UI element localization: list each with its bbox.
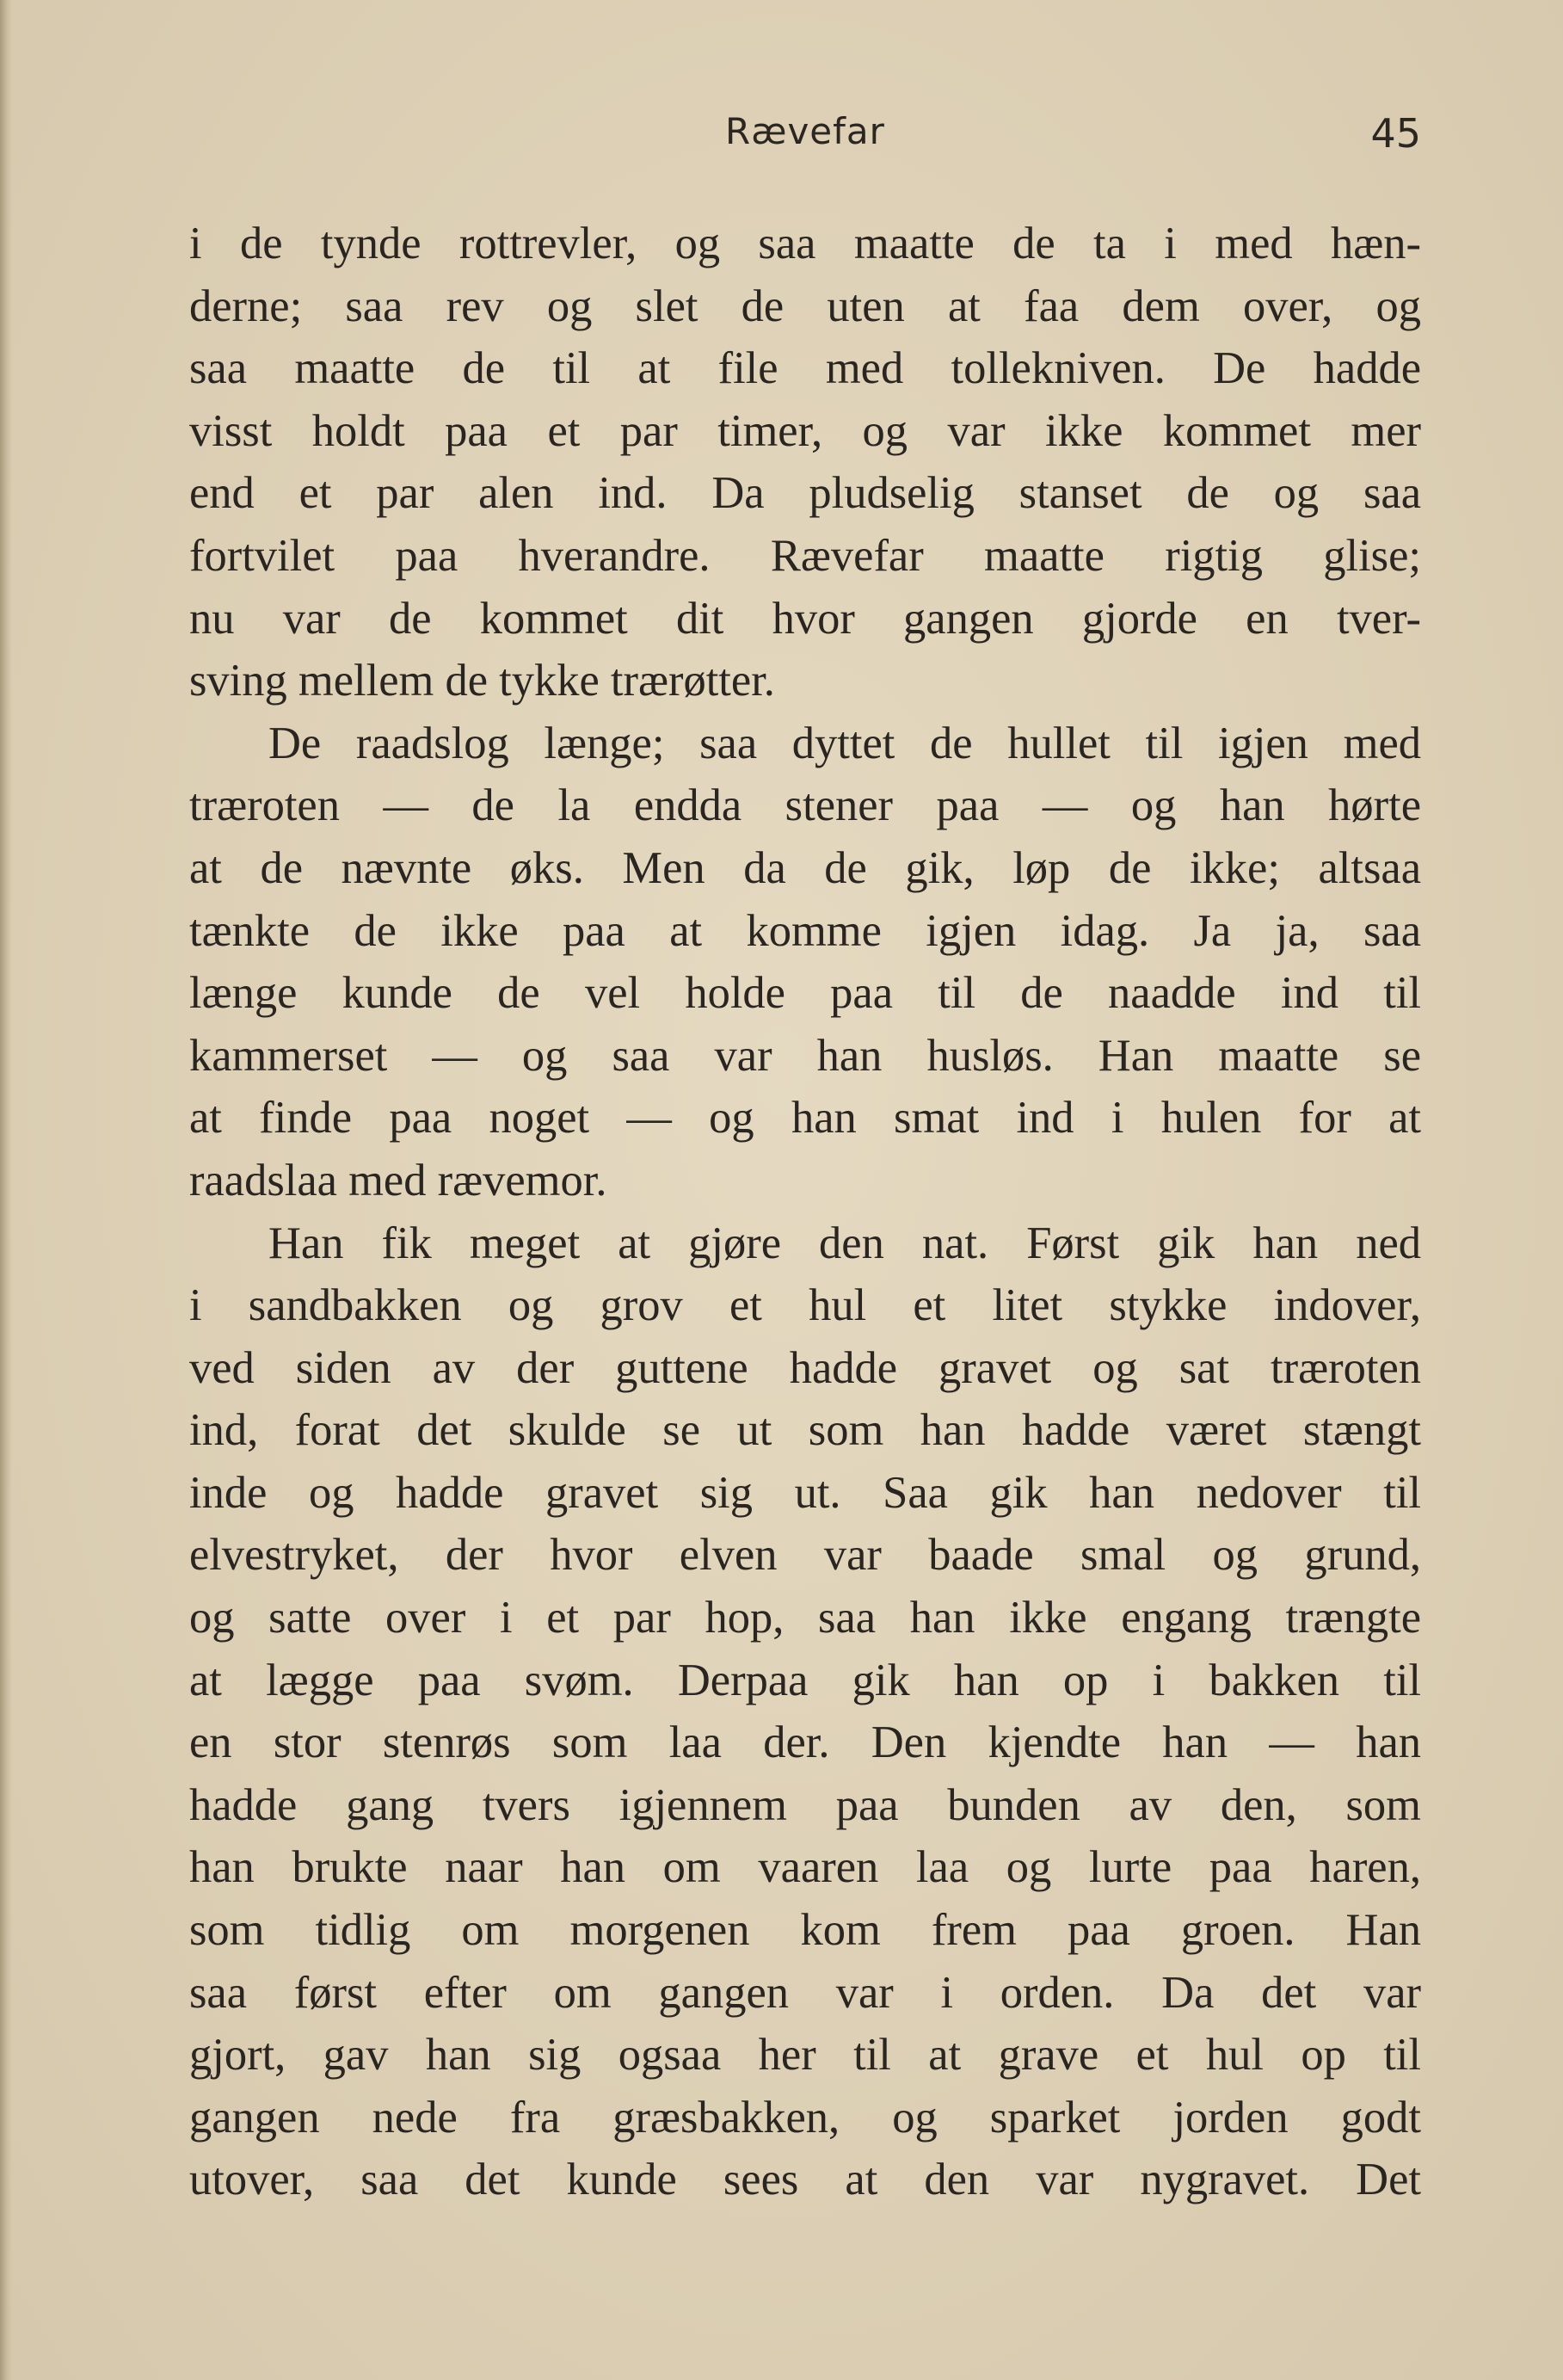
text-line: raadslaa med rævemor. (189, 1155, 607, 1205)
text-line: og satte over i et par hop, saa han ikke engang trængte (189, 1593, 1421, 1643)
text-line: som tidlig om morgenen kom frem paa groen. Han (189, 1905, 1421, 1956)
text-line: sving mellem de tykke trærøtter. (189, 656, 775, 706)
text-line: De raadslog længe; saa dyttet de hullet til igjen med (268, 718, 1421, 768)
page-header (189, 110, 1421, 162)
text-line: saa først efter om gangen var i orden. Da det var (189, 1967, 1421, 2018)
text-line: tænkte de ikke paa at komme igjen idag. Ja ja, saa (189, 905, 1421, 956)
text-line: en stor stenrøs som laa der. Den kjendte han — han (189, 1717, 1421, 1768)
text-line: længe kunde de vel holde paa til de naadde ind til (189, 968, 1421, 1019)
text-line: hadde gang tvers igjennem paa bunden av den, som (189, 1779, 1421, 1830)
text-line: elvestryket, der hvor elven var baade smal og grund, (189, 1530, 1421, 1581)
text-line: ind, forat det skulde se ut som han hadde været stængt (189, 1405, 1421, 1456)
running-title: Rævefar (725, 110, 885, 152)
page-number: 45 (1370, 110, 1421, 157)
text-line: Han fik meget at gjøre den nat. Først gik han ned (268, 1218, 1421, 1268)
text-line: at finde paa noget — og han smat ind i hulen for at (189, 1093, 1421, 1144)
text-line: i de tynde rottrevler, og saa maatte de ta i med hæn- (189, 219, 1421, 268)
text-line: saa maatte de til at file med tollekniven. De hadde (189, 343, 1421, 394)
body-text (189, 213, 1421, 2211)
text-line: nu var de kommet dit hvor gangen gjorde en tver- (189, 593, 1421, 644)
text-line: kammerset — og saa var han husløs. Han maatte se (189, 1030, 1421, 1081)
text-line: gjort, gav han sig ogsaa her til at grave et hul op til (189, 2030, 1421, 2081)
text-line: træroten — de la endda stener paa — og han hørte (189, 780, 1421, 831)
text-line: end et par alen ind. Da pludselig stanset de og saa (189, 468, 1421, 519)
text-line: at lægge paa svøm. Derpaa gik han op i bakken til (189, 1655, 1421, 1705)
text-line: i sandbakken og grov et hul et litet stykke indover, (189, 1280, 1421, 1331)
text-line: fortvilet paa hverandre. Rævefar maatte rigtig glise; (189, 530, 1421, 581)
text-line: at de nævnte øks. Men da de gik, løp de ikke; altsaa (189, 842, 1421, 893)
text-line: inde og hadde gravet sig ut. Saa gik han nedover til (189, 1467, 1421, 1518)
page-binding-edge (0, 0, 12, 2380)
text-line: utover, saa det kunde sees at den var nygravet. Det (189, 2155, 1421, 2205)
text-line: gangen nede fra græsbakken, og sparket jorden godt (189, 2092, 1421, 2143)
text-line: han brukte naar han om vaaren laa og lurte paa haren, (189, 1842, 1421, 1893)
text-line: visst holdt paa et par timer, og var ikke kommet mer (189, 405, 1421, 456)
text-line: ved siden av der guttene hadde gravet og sat træroten (189, 1342, 1421, 1393)
text-line: derne; saa rev og slet de uten at faa dem over, og (189, 281, 1421, 331)
